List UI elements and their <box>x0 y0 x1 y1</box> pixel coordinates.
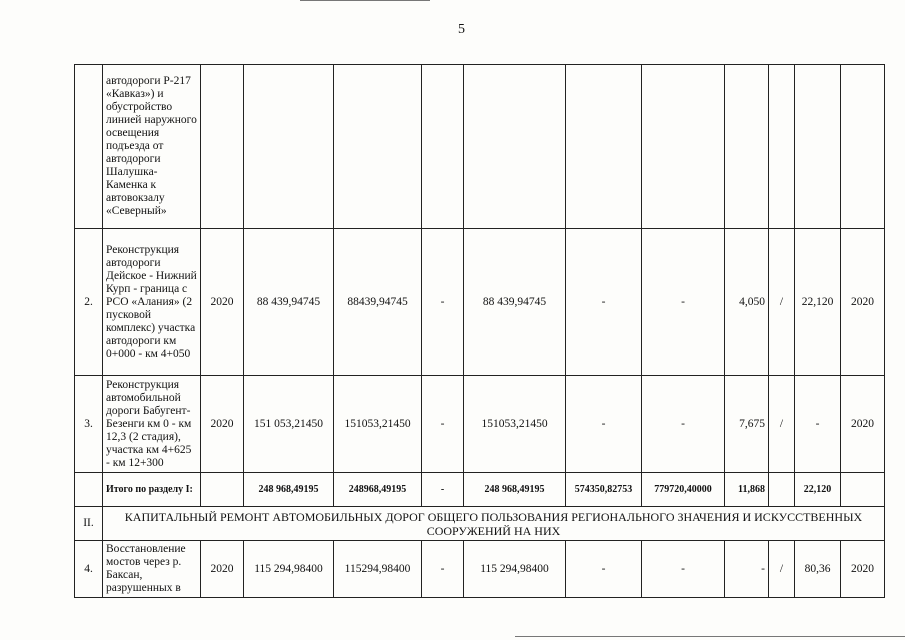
year-cell: 2020 <box>201 376 244 473</box>
amount-cell: 248 968,49195 <box>464 473 566 507</box>
amount-cell: - <box>566 229 642 376</box>
year-cell: 2020 <box>841 229 885 376</box>
row-number <box>75 473 103 507</box>
object-name: Реконструкция автодороги Дейское - Нижний Курп - граница с РСО «Алания» (2 пусковой комплекс) участка автодороги км 0+000 - км 4+050 <box>103 229 201 376</box>
amount-cell: - <box>422 541 464 598</box>
amount-cell: - <box>642 541 725 598</box>
amount-cell <box>334 65 422 229</box>
amount-cell <box>244 65 334 229</box>
amount-cell: 88 439,94745 <box>244 229 334 376</box>
amount-cell: - <box>566 541 642 598</box>
amount-cell: - <box>566 376 642 473</box>
total-label: Итого по разделу I: <box>103 473 201 507</box>
length-cell <box>725 65 769 229</box>
amount-cell: 88 439,94745 <box>464 229 566 376</box>
table-row <box>75 376 885 473</box>
amount-cell: 115 294,98400 <box>244 541 334 598</box>
amount-cell: - <box>642 229 725 376</box>
length-cell: 4,050 <box>725 229 769 376</box>
separator-cell <box>769 473 795 507</box>
object-name: автодороги Р-217 «Кавказ») и обустройство линией наружного освещения подъезда от автодороги Шалушка-Каменка к автовокзалу «Северный» <box>103 65 201 229</box>
section-number: II. <box>75 507 103 541</box>
row-number: 4. <box>75 541 103 598</box>
amount-cell: 115294,98400 <box>334 541 422 598</box>
amount-cell: 574350,82753 <box>566 473 642 507</box>
row-number <box>75 65 103 229</box>
year-cell <box>201 65 244 229</box>
separator-cell: / <box>769 376 795 473</box>
year-cell <box>841 65 885 229</box>
amount-cell: - <box>422 229 464 376</box>
length-cell <box>795 65 841 229</box>
page-number: 5 <box>458 22 465 37</box>
row-number: 2. <box>75 229 103 376</box>
amount-cell: - <box>422 376 464 473</box>
table-row <box>75 65 885 229</box>
amount-cell: - <box>422 473 464 507</box>
year-cell: 2020 <box>201 541 244 598</box>
scan-mark-bottom <box>515 636 905 637</box>
separator-cell <box>769 65 795 229</box>
object-name: Реконструкция автомобильной дороги Бабугент-Безенги км 0 - км 12,3 (2 стадия), участка км 4+625 - км 12+300 <box>103 376 201 473</box>
amount-cell: 151053,21450 <box>464 376 566 473</box>
amount-cell: 88439,94745 <box>334 229 422 376</box>
amount-cell: 248 968,49195 <box>244 473 334 507</box>
length-cell: - <box>795 376 841 473</box>
length-cell: - <box>725 541 769 598</box>
amount-cell: - <box>642 376 725 473</box>
amount-cell: 248968,49195 <box>334 473 422 507</box>
scan-mark-top <box>300 0 430 1</box>
total-row <box>75 473 885 507</box>
year-cell <box>841 473 885 507</box>
year-cell: 2020 <box>201 229 244 376</box>
separator-cell: / <box>769 541 795 598</box>
road-works-table <box>74 64 885 598</box>
separator-cell: / <box>769 229 795 376</box>
length-cell: 11,868 <box>725 473 769 507</box>
table-row <box>75 229 885 376</box>
object-name: Восстановление мостов через р. Баксан, разрушенных в <box>103 541 201 598</box>
amount-cell: 115 294,98400 <box>464 541 566 598</box>
amount-cell <box>566 65 642 229</box>
section-title: КАПИТАЛЬНЫЙ РЕМОНТ АВТОМОБИЛЬНЫХ ДОРОГ ОБЩЕГО ПОЛЬЗОВАНИЯ РЕГИОНАЛЬНОГО ЗНАЧЕНИЯ И ИСКУССТВЕННЫХ СООРУЖЕНИЙ НА НИХ <box>103 507 885 541</box>
table-row <box>75 541 885 598</box>
year-cell: 2020 <box>841 541 885 598</box>
length-cell: 80,36 <box>795 541 841 598</box>
length-cell: 7,675 <box>725 376 769 473</box>
year-cell <box>201 473 244 507</box>
amount-cell <box>422 65 464 229</box>
length-cell: 22,120 <box>795 473 841 507</box>
amount-cell: 779720,40000 <box>642 473 725 507</box>
amount-cell <box>642 65 725 229</box>
section-header-row <box>75 507 885 541</box>
length-cell: 22,120 <box>795 229 841 376</box>
year-cell: 2020 <box>841 376 885 473</box>
row-number: 3. <box>75 376 103 473</box>
amount-cell <box>464 65 566 229</box>
amount-cell: 151 053,21450 <box>244 376 334 473</box>
amount-cell: 151053,21450 <box>334 376 422 473</box>
